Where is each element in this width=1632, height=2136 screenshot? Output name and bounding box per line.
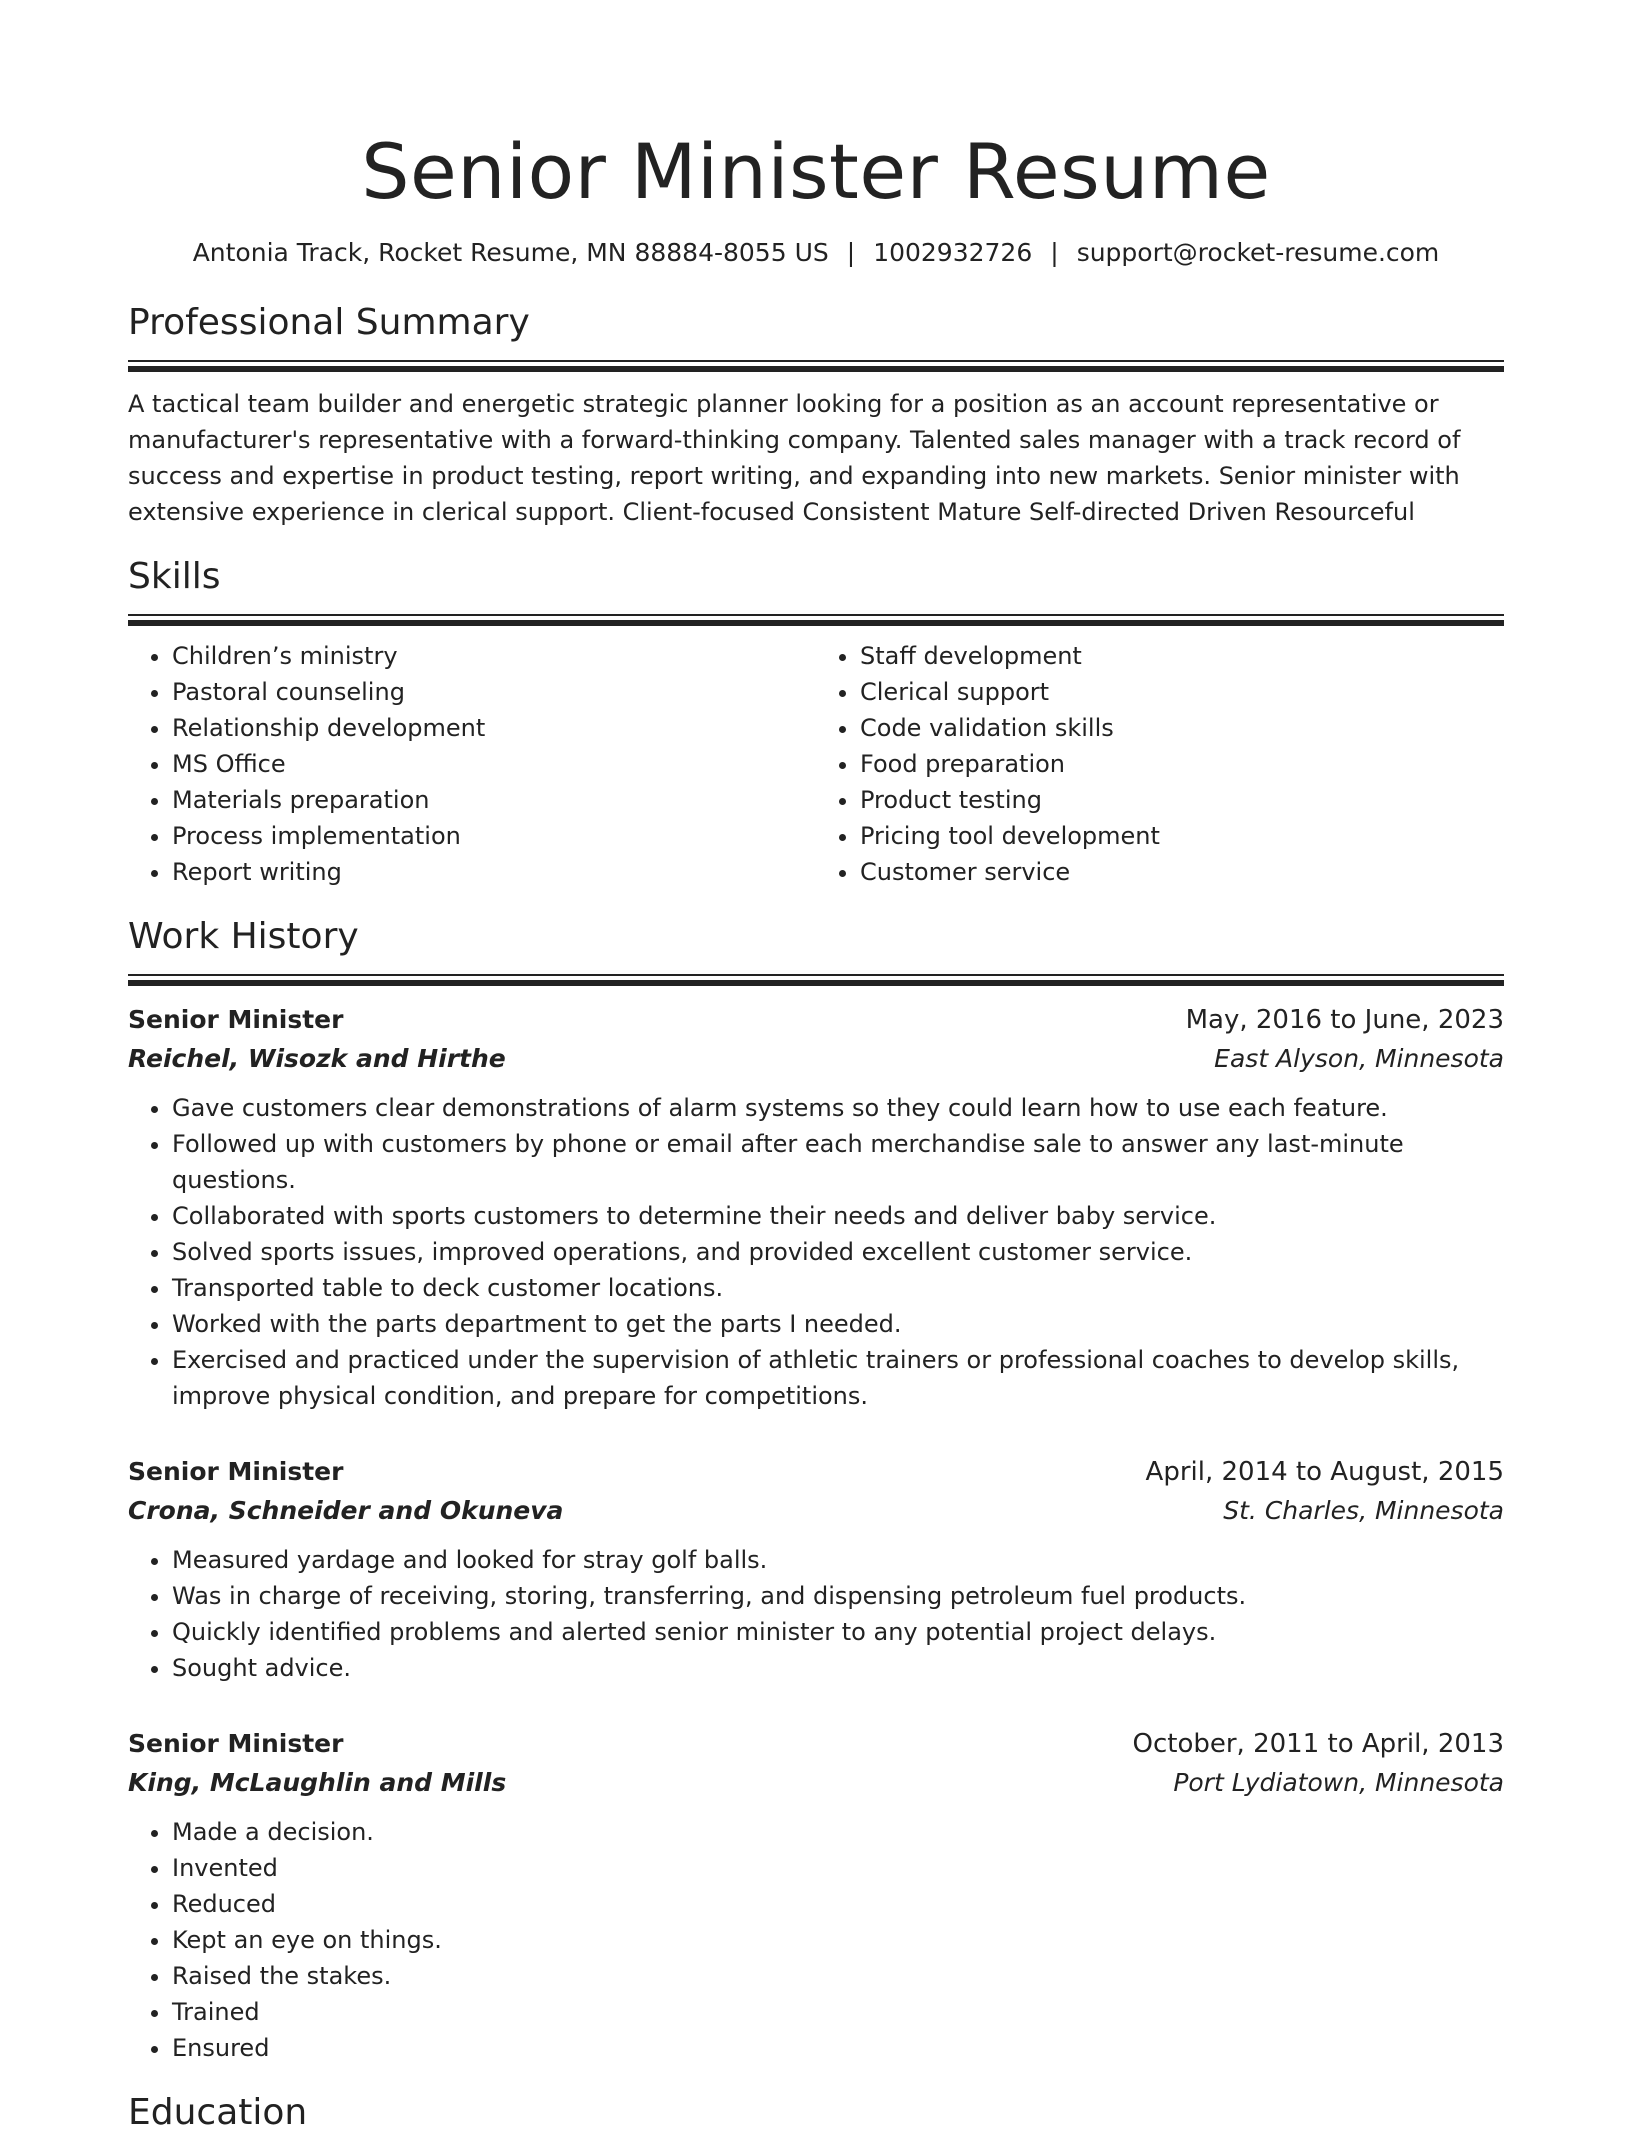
skill-item: • Report writing	[172, 854, 816, 890]
job-title: Senior Minister	[128, 1005, 344, 1034]
skills-columns	[128, 638, 1504, 890]
contact-phone: 1002932726	[873, 238, 1033, 267]
section-title-summary: Professional Summary	[128, 302, 530, 343]
skill-item: • Process implementation	[172, 818, 816, 854]
job-duties-list	[128, 1814, 1504, 2066]
skill-item: • Pastoral counseling	[172, 674, 816, 710]
job-title: Senior Minister	[128, 1457, 344, 1486]
job-header-row	[128, 1452, 1504, 1492]
job-duty: • Collaborated with sports customers to determine their needs and deliver baby service.	[172, 1198, 1504, 1234]
job-dates: April, 2014 to August, 2015	[1145, 1457, 1504, 1487]
skill-item: • Relationship development	[172, 710, 816, 746]
job-duty: • Gave customers clear demonstrations of alarm systems so they could learn how to use each feature.	[172, 1090, 1504, 1126]
job-duty: • Exercised and practiced under the supervision of athletic trainers or professional coaches to develop skills, improve physical condition, and prepare for competitions.	[172, 1342, 1504, 1414]
contact-line	[128, 236, 1504, 270]
job-company-row	[128, 1764, 1504, 1802]
job-location: East Alyson, Minnesota	[1214, 1044, 1504, 1073]
contact-separator: |	[1050, 238, 1059, 267]
section-title-work-history: Work History	[128, 916, 359, 957]
section-title-skills: Skills	[128, 556, 221, 597]
job-dates: May, 2016 to June, 2023	[1185, 1005, 1504, 1035]
job-location: St. Charles, Minnesota	[1223, 1496, 1504, 1525]
job-duty: • Worked with the parts department to get the parts I needed.	[172, 1306, 1504, 1342]
job-duty: • Solved sports issues, improved operations, and provided excellent customer service.	[172, 1234, 1504, 1270]
job-entry	[128, 1724, 1504, 2066]
skill-item: • Code validation skills	[860, 710, 1504, 746]
section-divider	[128, 974, 1504, 986]
contact-separator: |	[846, 238, 856, 267]
job-dates: October, 2011 to April, 2013	[1132, 1729, 1504, 1759]
skill-item: • Food preparation	[860, 746, 1504, 782]
job-header-row	[128, 1000, 1504, 1040]
contact-address: Antonia Track, Rocket Resume, MN 88884-8055 US	[192, 238, 829, 267]
job-duty: • Trained	[172, 1994, 1504, 2030]
skill-item: • Materials preparation	[172, 782, 816, 818]
job-duties-list	[128, 1090, 1504, 1414]
skill-item: • Clerical support	[860, 674, 1504, 710]
job-entry	[128, 1000, 1504, 1414]
skills-list-left	[128, 638, 816, 890]
job-duties-list	[128, 1542, 1504, 1686]
skills-list-right	[816, 638, 1504, 890]
job-duty: • Ensured	[172, 2030, 1504, 2066]
skill-item: • Customer service	[860, 854, 1504, 890]
job-duty: • Transported table to deck customer locations.	[172, 1270, 1504, 1306]
contact-email: support@rocket-resume.com	[1076, 238, 1440, 267]
summary-text: A tactical team builder and energetic strategic planner looking for a position as an account representative or manufacturer's representative with a forward-thinking company. Talented sales manager with a track record of success and expertise in product testing, report writing, and expanding into new markets. Senior minister with extensive experience in clerical support. Client-focused Consistent Mature Self-directed Driven Resourceful	[128, 390, 1461, 526]
job-duty: • Quickly identified problems and alerted senior minister to any potential project delays.	[172, 1614, 1504, 1650]
work-history-section	[128, 914, 1504, 2066]
job-entry	[128, 1452, 1504, 1686]
job-duty: • Kept an eye on things.	[172, 1922, 1504, 1958]
job-company: King, McLaughlin and Mills	[128, 1768, 507, 1797]
page-title: Senior Minister Resume	[361, 127, 1271, 216]
skill-item: • MS Office	[172, 746, 816, 782]
section-divider	[128, 360, 1504, 372]
skill-item: • Children’s ministry	[172, 638, 816, 674]
job-company-row	[128, 1492, 1504, 1530]
job-duty: • Sought advice.	[172, 1650, 1504, 1686]
job-header-row	[128, 1724, 1504, 1764]
job-duty: • Reduced	[172, 1886, 1504, 1922]
skill-item: • Product testing	[860, 782, 1504, 818]
job-duty: • Measured yardage and looked for stray golf balls.	[172, 1542, 1504, 1578]
job-title: Senior Minister	[128, 1729, 344, 1758]
skill-item: • Pricing tool development	[860, 818, 1504, 854]
job-company: Reichel, Wisozk and Hirthe	[128, 1044, 506, 1073]
job-company: Crona, Schneider and Okuneva	[128, 1496, 564, 1525]
section-title-education: Education	[128, 2092, 308, 2133]
job-duty: • Raised the stakes.	[172, 1958, 1504, 1994]
skills-section	[128, 554, 1504, 890]
job-company-row	[128, 1040, 1504, 1078]
job-location: Port Lydiatown, Minnesota	[1173, 1768, 1504, 1797]
section-divider	[128, 614, 1504, 626]
education-section	[128, 2090, 1504, 2136]
resume-page	[128, 0, 1504, 2133]
skill-item: • Staff development	[860, 638, 1504, 674]
job-duty: • Was in charge of receiving, storing, transferring, and dispensing petroleum fuel products.	[172, 1578, 1504, 1614]
job-duty: • Invented	[172, 1850, 1504, 1886]
job-duty: • Followed up with customers by phone or email after each merchandise sale to answer any last-minute questions.	[172, 1126, 1504, 1198]
job-duty: • Made a decision.	[172, 1814, 1504, 1850]
summary-section	[128, 300, 1504, 530]
